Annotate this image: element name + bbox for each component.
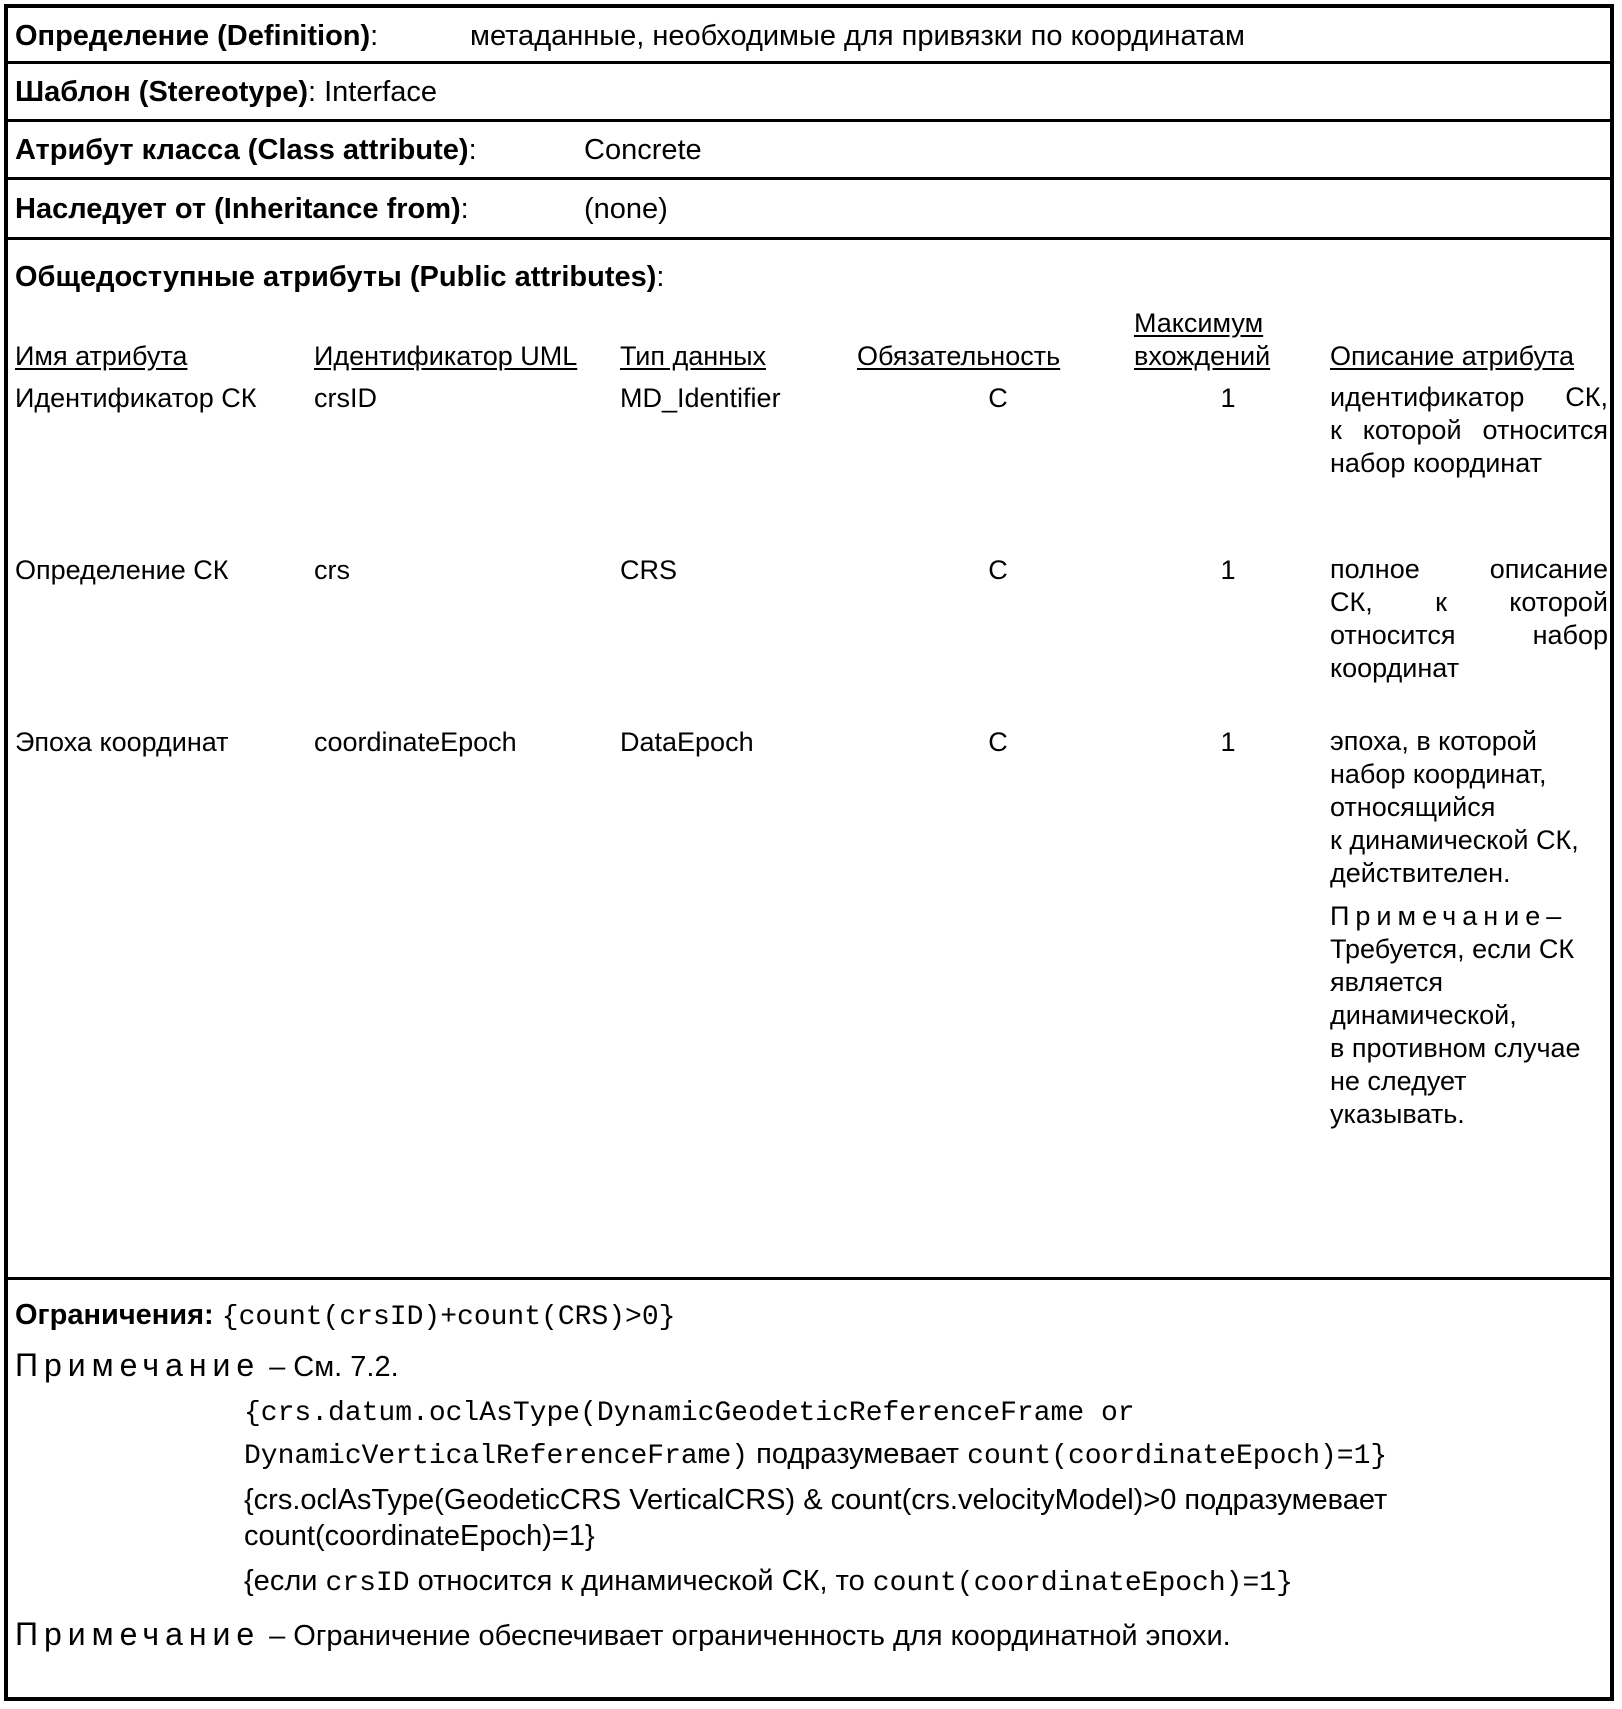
attr-name: Определение СК bbox=[15, 555, 229, 585]
attr-obligation: C bbox=[988, 555, 1008, 585]
stereotype-row bbox=[8, 64, 1610, 122]
public-attributes-title bbox=[15, 260, 664, 294]
note-line: динамической, bbox=[1330, 1000, 1517, 1030]
definition-value: метаданные, необходимые для привязки по координатам bbox=[470, 20, 1245, 52]
constraint-2-code: DynamicVerticalReferenceFrame) bbox=[244, 1441, 749, 1472]
definition-label: Определение (Definition) bbox=[15, 20, 371, 52]
inheritance-row bbox=[8, 180, 1610, 240]
inheritance-label: Наследует от (Inheritance from) bbox=[15, 193, 461, 225]
col-header-description: Описание атрибута bbox=[1330, 341, 1575, 371]
attr-name: Идентификатор СК bbox=[15, 383, 257, 413]
col-header-max-line2: вхождений bbox=[1134, 341, 1271, 371]
document-table bbox=[4, 4, 1614, 1701]
note-line: Требуется, если СК bbox=[1330, 934, 1575, 964]
constraint-4 bbox=[244, 1564, 1293, 1601]
constraint-4-code2: count(coordinateEpoch)=1} bbox=[872, 1568, 1293, 1599]
note1 bbox=[15, 1348, 399, 1384]
constraints-line1 bbox=[15, 1298, 675, 1335]
desc-line: относится набор bbox=[1330, 620, 1608, 650]
constraint-4-part1: {если bbox=[244, 1565, 318, 1597]
constraint-2-line2 bbox=[244, 1437, 1387, 1474]
desc-line: относящийся bbox=[1330, 792, 1496, 822]
desc-line: эпоха, в которой bbox=[1330, 726, 1537, 756]
note1-text: – См. 7.2. bbox=[269, 1351, 399, 1383]
class-attribute-label: Атрибут класса (Class attribute) bbox=[15, 134, 469, 166]
attr-type: CRS bbox=[620, 555, 678, 585]
desc-line: набор координат, bbox=[1330, 759, 1547, 789]
col-header-obligation: Обязательность bbox=[857, 341, 1061, 371]
attr-max: 1 bbox=[1220, 383, 1236, 413]
desc-line: СК, к которой bbox=[1330, 587, 1608, 617]
col-header-uml: Идентификатор UML bbox=[314, 341, 578, 371]
definition-label-group bbox=[15, 19, 378, 53]
attr-description bbox=[1330, 725, 1608, 1131]
constraints-section bbox=[8, 1280, 1610, 1697]
note-line: в противном случае bbox=[1330, 1033, 1581, 1063]
attr-uml: coordinateEpoch bbox=[314, 727, 517, 757]
col-header-type: Тип данных bbox=[620, 341, 767, 371]
constraint-2-word: подразумевает bbox=[756, 1438, 960, 1470]
class-attribute-label-group bbox=[15, 133, 477, 167]
desc-line: координат bbox=[1330, 653, 1460, 683]
note2-label: Примечание bbox=[15, 1616, 261, 1652]
desc-line: к которой относится bbox=[1330, 415, 1608, 445]
note2-text: – Ограничение обеспечивает ограниченность для координатной эпохи. bbox=[269, 1620, 1231, 1652]
constraint-3-line1: {crs.oclAsType(GeodeticCRS VerticalCRS) & count(crs.velocityModel)>0 подразумевает bbox=[244, 1484, 1388, 1516]
desc-line: к динамической СК, bbox=[1330, 825, 1579, 855]
stereotype-value: : Interface bbox=[308, 76, 437, 108]
public-attributes-colon: : bbox=[656, 261, 665, 293]
col-header-max-line1: Максимум bbox=[1134, 308, 1264, 338]
attr-obligation: C bbox=[988, 727, 1008, 757]
public-attributes-label: Общедоступные атрибуты (Public attributes) bbox=[15, 261, 657, 293]
note2 bbox=[15, 1617, 1231, 1653]
note-line: не следует bbox=[1330, 1066, 1467, 1096]
inheritance-value: (none) bbox=[584, 193, 668, 225]
attr-uml: crsID bbox=[314, 383, 377, 413]
desc-line: набор координат bbox=[1330, 448, 1543, 478]
constraints-label: Ограничения: bbox=[15, 1299, 214, 1331]
desc-line: действителен. bbox=[1330, 858, 1511, 888]
note1-label: Примечание bbox=[15, 1347, 261, 1383]
constraint-2-line1: {crs.datum.oclAsType(DynamicGeodeticReferenceFrame or bbox=[244, 1398, 1135, 1429]
desc-line: полное описание bbox=[1330, 554, 1608, 584]
inheritance-label-group bbox=[15, 192, 469, 226]
note-line: является bbox=[1330, 967, 1444, 997]
col-header-name: Имя атрибута bbox=[15, 341, 188, 371]
attr-name: Эпоха координат bbox=[15, 727, 229, 757]
constraint-4-code1: crsID bbox=[325, 1568, 410, 1599]
class-attribute-row bbox=[8, 122, 1610, 180]
constraint-4-part2: относится к динамической СК, то bbox=[417, 1565, 865, 1597]
attr-max: 1 bbox=[1220, 555, 1236, 585]
attr-description bbox=[1330, 553, 1608, 685]
attr-uml: crs bbox=[314, 555, 350, 585]
class-attribute-colon: : bbox=[468, 134, 477, 166]
constraint-3-line2: count(coordinateEpoch)=1} bbox=[244, 1520, 595, 1552]
public-attributes-section bbox=[8, 240, 1610, 1280]
definition-colon: : bbox=[370, 20, 379, 52]
definition-row bbox=[8, 8, 1610, 64]
attr-max: 1 bbox=[1220, 727, 1236, 757]
stereotype-label: Шаблон (Stereotype) bbox=[15, 76, 308, 108]
note-label: Примечание– bbox=[1330, 901, 1568, 931]
attr-type: DataEpoch bbox=[620, 727, 754, 757]
desc-line: идентификатор СК, bbox=[1330, 382, 1608, 412]
class-attribute-value: Concrete bbox=[584, 134, 702, 166]
constraint-1: {count(crsID)+count(CRS)>0} bbox=[221, 1302, 676, 1333]
attr-description bbox=[1330, 381, 1608, 480]
attr-obligation: C bbox=[988, 383, 1008, 413]
constraint-2-code2: count(coordinateEpoch)=1} bbox=[967, 1441, 1388, 1472]
stereotype-group bbox=[15, 75, 437, 109]
attr-type: MD_Identifier bbox=[620, 383, 781, 413]
note-line: указывать. bbox=[1330, 1099, 1465, 1129]
inheritance-colon: : bbox=[460, 193, 469, 225]
